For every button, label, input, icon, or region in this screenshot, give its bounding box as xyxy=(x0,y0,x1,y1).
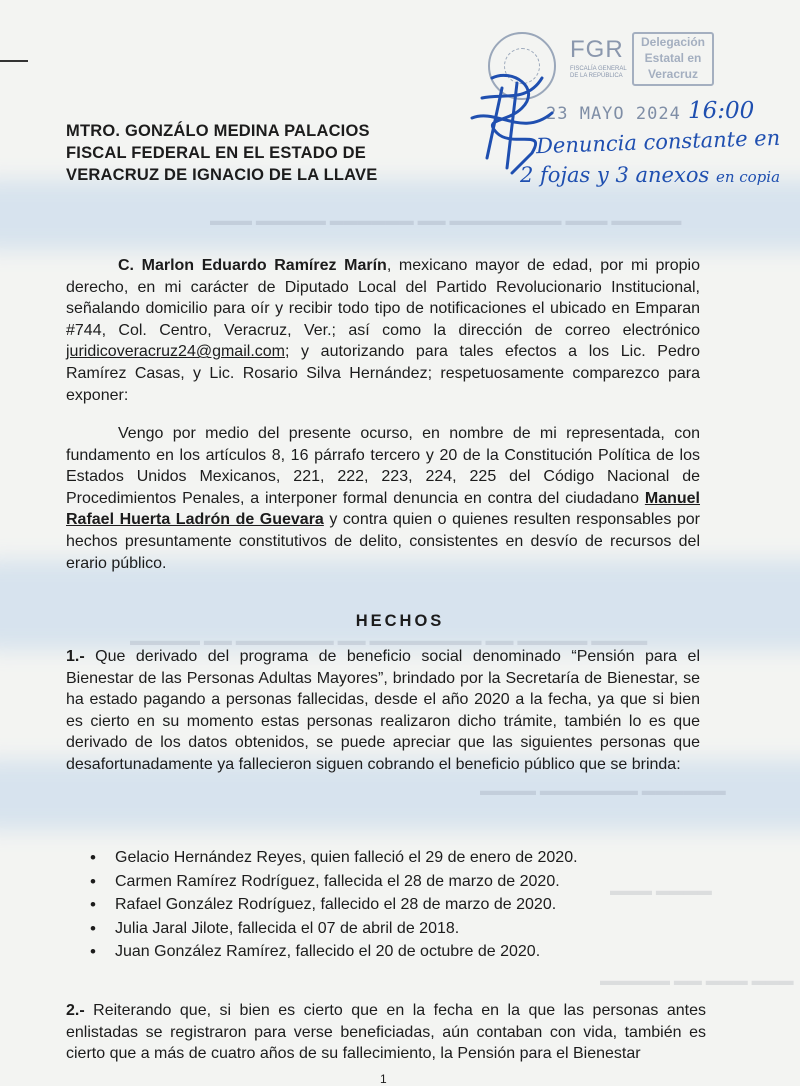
list-item: • Julia Jaral Jilote, fallecida el 07 de abril de 2018. xyxy=(90,917,578,941)
addressee-line1: MTRO. GONZÁLO MEDINA PALACIOS xyxy=(66,122,370,140)
handwritten-note-line2-main: 2 fojas y 3 anexos xyxy=(520,163,710,187)
fgr-subtitle: FISCALÍA GENERAL DE LA REPÚBLICA xyxy=(570,66,627,79)
fact-1-paragraph xyxy=(66,646,700,776)
handwritten-note-line1: Denuncia constante en xyxy=(535,125,781,159)
bleed-through-text: ▬▬▬ ▬▬▬▬ xyxy=(610,882,712,898)
edge-mark xyxy=(0,60,28,62)
addressee-block xyxy=(66,120,377,186)
list-item: • Carmen Ramírez Rodríguez, fallecida el 28 de marzo de 2020. xyxy=(90,870,578,894)
intro-text-b: ; y autorizando para tales efectos a los Lic. Pedro Ramírez Casas, y Lic. Rosario Silva Hernández; respetuosamente comparezco para exponer: xyxy=(66,343,700,404)
fgr-logo: FGR xyxy=(570,36,624,63)
complainant-name: C. Marlon Eduardo Ramírez Marín xyxy=(118,257,387,274)
intro-paragraph xyxy=(66,255,700,406)
intro-text-a: , mexicano mayor de edad, por mi propio derecho, en mi carácter de Diputado Local del Partido Revolucionario Institucional, señalando domicilio para oír y recibir todo tipo de notificaciones el ubicado en Emparan #744, Col. Centro, Veracruz, Ver.; así como la dirección de correo electrónico xyxy=(66,257,701,339)
list-item: • Rafael González Rodríguez, fallecido el 28 de marzo de 2020. xyxy=(90,893,578,917)
signature-icon xyxy=(452,58,572,178)
bleed-through-text: ▬▬▬▬▬ ▬▬ ▬▬▬ ▬▬▬ xyxy=(600,972,794,988)
fact-2-number: 2.- xyxy=(66,1002,85,1019)
fact-1-text: Que derivado del programa de beneficio social denominado “Pensión para el Bienestar de las Personas Adultas Mayores”, brindado por la Secretaría de Bienestar, se ha estado pagando a personas fallecidas, desde el año 2020 a la fecha, ya que si bien es cierto en su momento estas personas realizaron dicho trámite, también lo es que derivado de los datos obtenidos, se puede apreciar que las siguientes personas que desafortunadamente ya fallecieron siguen cobrando el beneficio público que se brinda: xyxy=(66,648,700,773)
date-stamp: 23 MAYO 2024 xyxy=(546,104,681,124)
list-item: • Gelacio Hernández Reyes, quien falleció el 29 de enero de 2020. xyxy=(90,846,578,870)
handwritten-time: 16:00 xyxy=(688,98,755,124)
fact-2-text: Reiterando que, si bien es cierto que en la fecha en la que las personas antes enlistadas se registraron para verse beneficiadas, aún contaban con vida, también es cierto que a más de cuatro años de su fallecimiento, la Pensión para el Bienestar xyxy=(66,1002,706,1063)
body-text-a: Vengo por medio del presente ocurso, en nombre de mi representada, con fundamento en los artículos 8, 16 párrafo tercero y 20 de la Constitución Política de los Estados Unidos Mexicanos, 221, 222, 223, 224, 225 del Código Nacional de Procedimientos Penales, a interponer formal denuncia en contra del ciudadano xyxy=(66,425,700,507)
addressee-line3: VERACRUZ DE IGNACIO DE LA LLAVE xyxy=(66,166,378,184)
body-paragraph xyxy=(66,423,700,574)
fact-2-paragraph xyxy=(66,1000,706,1065)
handwritten-note-line2-small: en copia xyxy=(715,168,781,186)
accused-name: Manuel Rafael Huerta Ladrón de Guevara xyxy=(66,489,700,529)
addressee-line2: FISCAL FEDERAL EN EL ESTADO DE xyxy=(66,144,366,162)
bleed-through-text: ▬▬▬ ▬▬▬▬▬ ▬▬▬▬▬▬ ▬▬ ▬▬▬▬▬▬▬▬ ▬▬▬ ▬▬▬▬▬ xyxy=(210,212,682,228)
body-text-b: y contra quien o quienes resulten responsables por hechos presuntamente constitutivos de delito, consistentes en desvío de recursos del erario público. xyxy=(66,511,700,572)
delegation-stamp: Delegación Estatal en Veracruz xyxy=(632,32,714,86)
fact-1-number: 1.- xyxy=(66,648,85,665)
bleed-through-text: ▬▬▬▬ ▬▬▬▬▬▬▬ ▬▬▬▬▬▬ xyxy=(480,782,726,798)
handwritten-note-line2 xyxy=(520,163,780,187)
section-heading-hechos: HECHOS xyxy=(355,612,445,630)
email-link[interactable]: juridicoveracruz24@gmail.com xyxy=(66,343,285,361)
deceased-list xyxy=(90,846,578,964)
bleed-through-text: ▬▬▬▬▬ ▬▬ ▬▬▬▬▬▬▬ ▬▬ ▬▬▬▬▬▬▬▬ ▬▬ ▬▬▬▬▬ ▬▬▬▬ xyxy=(130,632,648,648)
list-item: • Juan González Ramírez, fallecido el 20 de octubre de 2020. xyxy=(90,940,578,964)
page-number: 1 xyxy=(380,1072,387,1086)
